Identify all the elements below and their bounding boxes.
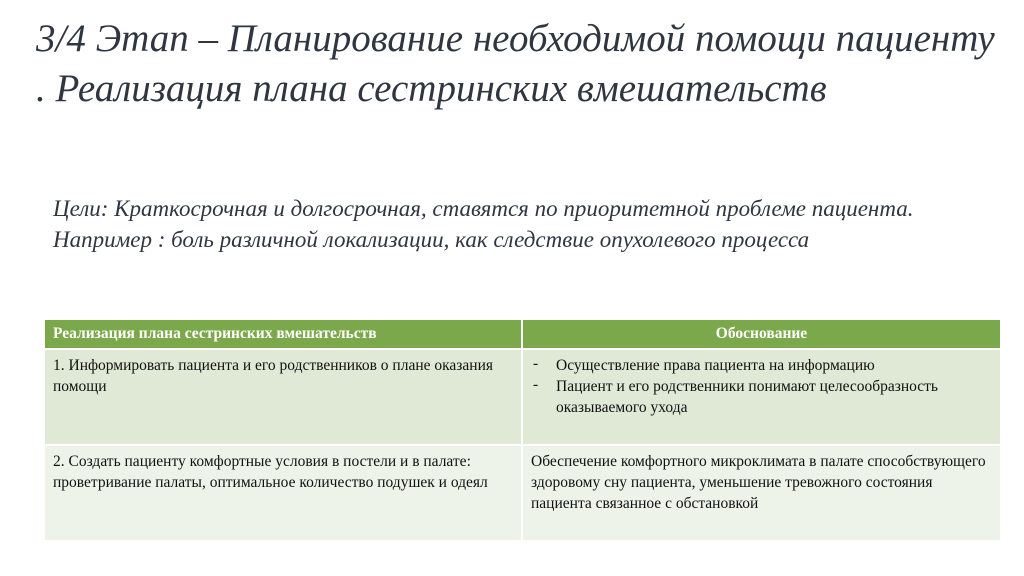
list-item [531, 376, 992, 418]
table-row [45, 445, 1001, 540]
table-cell-rationale: Обеспечение комфортного микроклимата в палате способствующего здоровому сну пациента, уменьшение тревожного состояния пациента связанное с обстановкой [522, 445, 1001, 540]
column-header-rationale: Обоснование [522, 320, 1001, 349]
goals-text: Цели: Краткосрочная и долгосрочная, ставятся по приоритетной проблеме пациента. Например : боль различной локализации, как следствие опухолевого процесса [53, 196, 914, 252]
column-header-plan: Реализация плана сестринских вмешательств [45, 320, 522, 349]
table-row [45, 349, 1001, 445]
dash-bullet: - [533, 355, 539, 372]
list-item-text: Пациент и его родственники понимают целесообразность оказываемого ухода [556, 378, 939, 416]
list-item [531, 355, 992, 376]
table-header-row [45, 320, 1001, 349]
slide-title: 3/4 Этап – Планирование необходимой помощи пациенту . Реализация плана сестринских вмешательств [36, 17, 995, 110]
table-cell-action: 2. Создать пациенту комфортные условия в постели и в палате: проветривание палаты, оптимальное количество подушек и одеял [45, 445, 522, 540]
table-cell-action: 1. Информировать пациента и его родственников о плане оказания помощи [45, 349, 522, 445]
dash-bullet: - [533, 376, 539, 393]
table-cell-rationale [522, 349, 1001, 445]
nursing-plan-table [45, 320, 1002, 540]
rationale-list [531, 355, 992, 418]
list-item-text: Осуществление права пациента на информацию [556, 357, 875, 374]
